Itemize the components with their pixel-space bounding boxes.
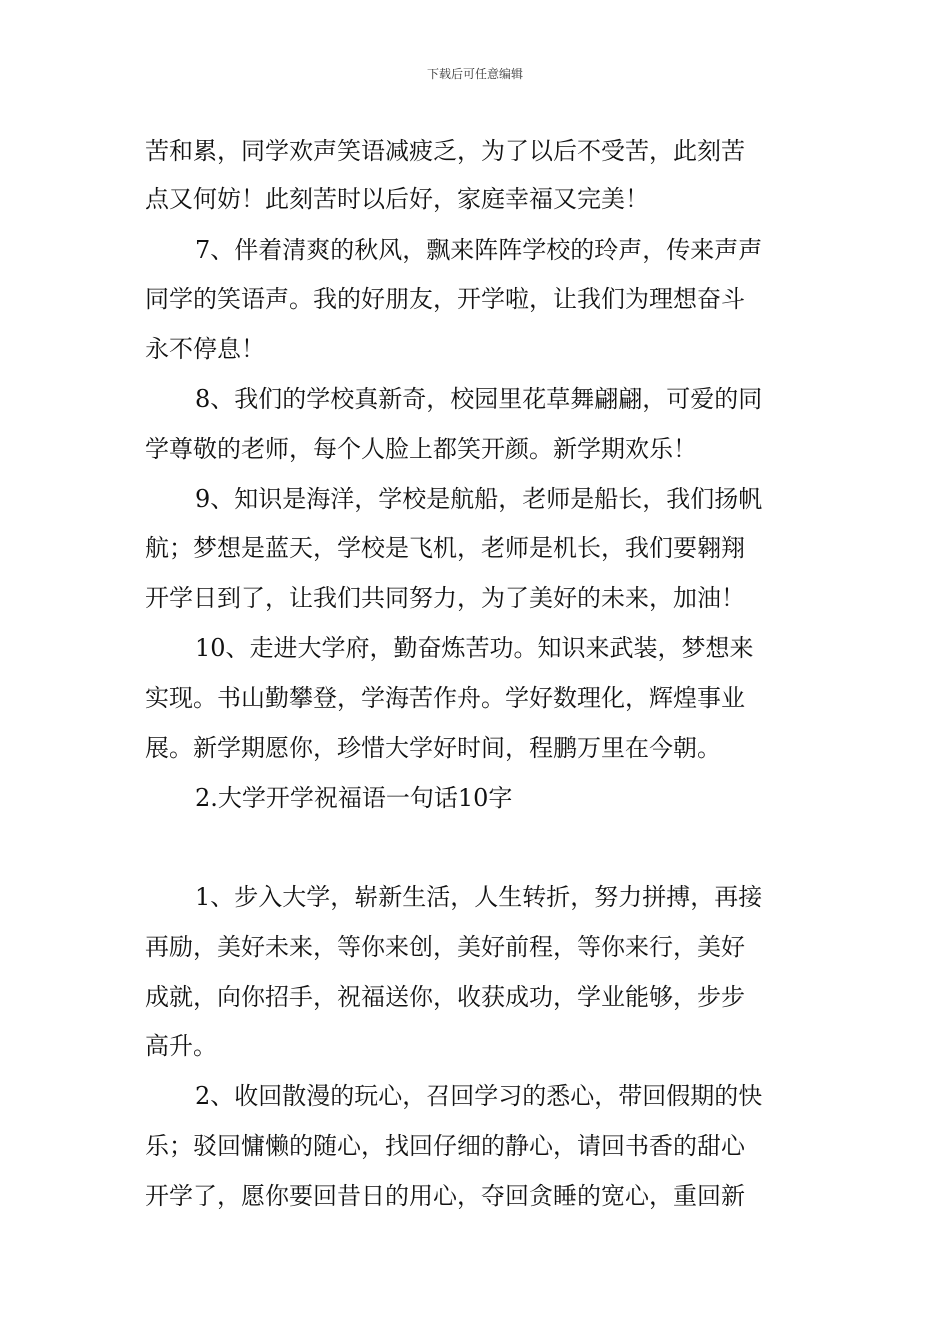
text-line: 1、步入大学，崭新生活，人生转折，努力拼搏，再接 — [195, 883, 763, 911]
text-line: 开学了，愿你要回昔日的用心，夺回贪睡的宽心，重回新 — [145, 1182, 745, 1210]
text-line: 再励，美好未来，等你来创，美好前程，等你来行，美好 — [145, 933, 745, 961]
text-line: 苦和累，同学欢声笑语减疲乏，为了以后不受苦，此刻苦 — [145, 137, 745, 165]
page-header-note: 下载后可任意编辑 — [426, 67, 523, 81]
text-line: 展。新学期愿你，珍惜大学好时间，程鹏万里在今朝。 — [145, 734, 721, 762]
text-line: 8、我们的学校真新奇，校园里花草舞翩翩，可爱的同 — [195, 385, 763, 413]
text-line: 航；梦想是蓝天，学校是飞机，老师是机长，我们要翱翔 — [145, 534, 745, 562]
text-line: 乐；驳回慵懒的随心，找回仔细的静心，请回书香的甜心 — [145, 1132, 745, 1160]
section-heading: 2.大学开学祝福语一句话10字 — [195, 784, 513, 812]
text-line: 点又何妨！此刻苦时以后好，家庭幸福又完美！ — [145, 185, 649, 213]
text-line: 同学的笑语声。我的好朋友，开学啦，让我们为理想奋斗 — [145, 285, 745, 313]
text-line: 高升。 — [145, 1032, 217, 1060]
text-line: 10、走进大学府，勤奋炼苦功。知识来武装，梦想来 — [195, 634, 754, 662]
text-line: 2、收回散漫的玩心，召回学习的悉心，带回假期的快 — [195, 1082, 763, 1110]
text-line: 永不停息！ — [145, 335, 265, 363]
text-line: 实现。书山勤攀登，学海苦作舟。学好数理化，辉煌事业 — [145, 684, 745, 712]
text-line: 开学日到了，让我们共同努力，为了美好的未来，加油！ — [145, 584, 745, 612]
text-line: 学尊敬的老师，每个人脸上都笑开颜。新学期欢乐！ — [145, 435, 697, 463]
text-line: 成就，向你招手，祝福送你，收获成功，学业能够，步步 — [145, 983, 745, 1011]
text-line: 9、知识是海洋，学校是航船，老师是船长，我们扬帆 — [195, 485, 763, 513]
text-line: 7、伴着清爽的秋风，飘来阵阵学校的玲声，传来声声 — [195, 236, 763, 264]
